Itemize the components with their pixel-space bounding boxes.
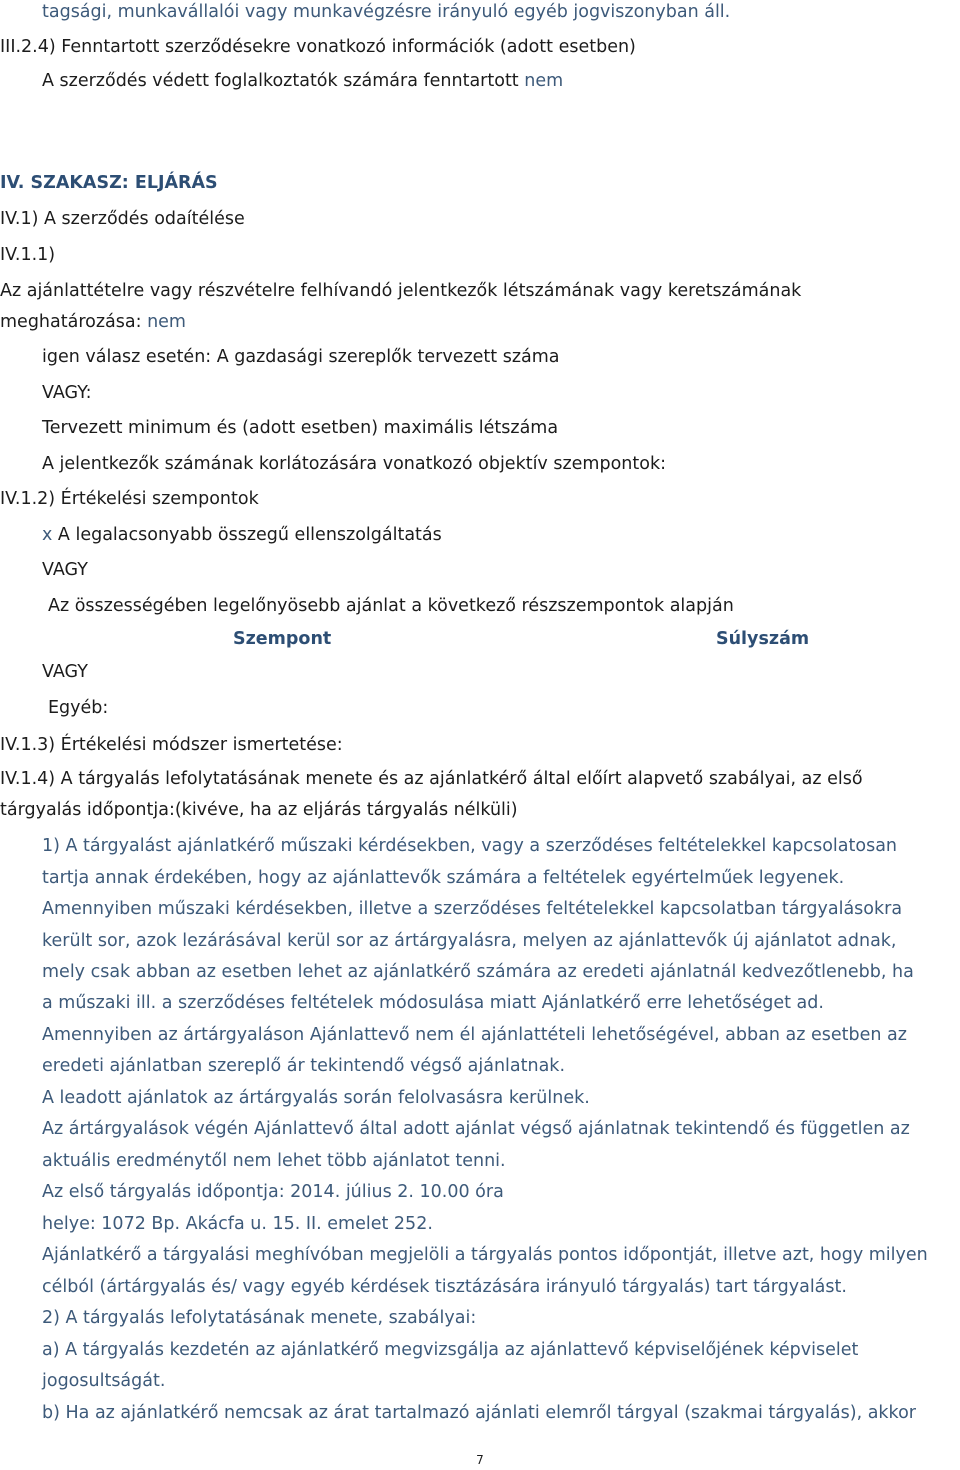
reserved-contracts-heading: III.2.4) Fenntartott szerződésekre vonatkozó információk (adott esetben) xyxy=(0,37,636,57)
negotiation-line: eredeti ajánlatban szereplő ár tekintendő végső ajánlatnak. xyxy=(42,1056,566,1076)
best-value-line: Az összességében legelőnyösebb ajánlat a következő részszempontok alapján xyxy=(48,596,734,616)
subsection-iv-1-1: IV.1.1) xyxy=(0,245,56,265)
negotiation-line: tartja annak érdekében, hogy az ajánlattevők számára a feltételek egyértelműek legyenek. xyxy=(42,868,845,888)
negotiation-line: jogosultságát. xyxy=(42,1371,166,1391)
candidate-limit-value: nem xyxy=(147,312,186,332)
subsection-iv-1-4-line1: IV.1.4) A tárgyalás lefolytatásának menete és az ajánlatkérő által előírt alapvető szabályai, az első xyxy=(0,769,863,789)
yes-case-line: igen válasz esetén: A gazdasági szereplők tervezett száma xyxy=(42,347,560,367)
subsection-iv-1-4-line2: tárgyalás időpontja:(kivéve, ha az eljárás tárgyalás nélküli) xyxy=(0,800,518,820)
negotiation-line: helye: 1072 Bp. Akácfa u. 15. II. emelet 252. xyxy=(42,1214,433,1234)
negotiation-line: a) A tárgyalás kezdetén az ajánlatkérő megvizsgálja az ajánlattevő képviselőjének képviselet xyxy=(42,1340,859,1360)
criterion-column-header: Szempont xyxy=(233,629,332,649)
negotiation-line: Amennyiben műszaki kérdésekben, illetve a szerződéses feltételekkel kapcsolatban tárgyalásokra xyxy=(42,899,903,919)
limit-criteria-line: A jelentkezők számának korlátozására vonatkozó objektív szempontok: xyxy=(42,454,666,474)
negotiation-line: került sor, azok lezárásával kerül sor az ártárgyalásra, melyen az ajánlattevők új ajánlatot adnak, xyxy=(42,931,897,951)
subsection-iv-1-3: IV.1.3) Értékelési módszer ismertetése: xyxy=(0,735,343,755)
or-label-1: VAGY: xyxy=(42,383,92,403)
negotiation-line: Ajánlatkérő a tárgyalási meghívóban megjelöli a tárgyalás pontos időpontját, illetve azt, hogy milyen xyxy=(42,1245,928,1265)
subsection-award: IV.1) A szerződés odaítélése xyxy=(0,209,245,229)
negotiation-line: aktuális eredménytől nem lehet több ajánlatot tenni. xyxy=(42,1151,506,1171)
negotiation-line: célból (ártárgyalás és/ vagy egyéb kérdések tisztázására irányuló tárgyalás) tart tárgyalást. xyxy=(42,1277,847,1297)
planned-minimum-line: Tervezett minimum és (adott esetben) maximális létszáma xyxy=(42,418,559,438)
negotiation-line: 1) A tárgyalást ajánlatkérő műszaki kérdésekben, vagy a szerződéses feltételekkel kapcsolatosan xyxy=(42,836,898,856)
candidate-limit-line1: Az ajánlattételre vagy részvételre felhívandó jelentkezők létszámának vagy keretszámának xyxy=(0,281,802,301)
intro-continuation: tagsági, munkavállalói vagy munkavégzésre irányuló egyéb jogviszonyban áll. xyxy=(42,2,731,22)
negotiation-line: Az első tárgyalás időpontja: 2014. július 2. 10.00 óra xyxy=(42,1182,504,1202)
lowest-price-line xyxy=(42,523,442,547)
candidate-limit-label: meghatározása: xyxy=(0,312,148,332)
selected-marker: x xyxy=(42,525,53,545)
other-label: Egyéb: xyxy=(48,698,109,718)
reserved-contracts-value: nem xyxy=(524,71,564,91)
negotiation-line: Amennyiben az ártárgyaláson Ajánlattevő nem él ajánlattételi lehetőségével, abban az esetben az xyxy=(42,1025,907,1045)
negotiation-line: A leadott ajánlatok az ártárgyalás során felolvasásra kerülnek. xyxy=(42,1088,590,1108)
negotiation-line: Az ártárgyalások végén Ajánlattevő által adott ajánlat végső ajánlatnak tekintendő és független az xyxy=(42,1119,910,1139)
or-label-2: VAGY xyxy=(42,560,88,580)
or-label-3: VAGY xyxy=(42,662,88,682)
negotiation-line: mely csak abban az esetben lehet az ajánlatkérő számára az eredeti ajánlatnál kedvezőtlenebb, ha xyxy=(42,962,914,982)
candidate-limit-line2 xyxy=(0,310,186,334)
negotiation-line: a műszaki ill. a szerződéses feltételek módosulása miatt Ajánlatkérő erre lehetőséget ad. xyxy=(42,993,824,1013)
reserved-contracts-text: A szerződés védett foglalkoztatók számára fenntartott xyxy=(42,71,525,91)
page-number: 7 xyxy=(476,1453,484,1467)
lowest-price-text: A legalacsonyabb összegű ellenszolgáltatás xyxy=(52,525,442,545)
subsection-iv-1-2: IV.1.2) Értékelési szempontok xyxy=(0,489,259,509)
reserved-contracts-line xyxy=(42,69,563,93)
negotiation-line: 2) A tárgyalás lefolytatásának menete, szabályai: xyxy=(42,1308,477,1328)
section-title: IV. SZAKASZ: ELJÁRÁS xyxy=(0,173,218,193)
weight-column-header: Súlyszám xyxy=(716,629,810,649)
negotiation-line: b) Ha az ajánlatkérő nemcsak az árat tartalmazó ajánlati elemről tárgyal (szakmai tárgyalás), akkor xyxy=(42,1403,916,1423)
